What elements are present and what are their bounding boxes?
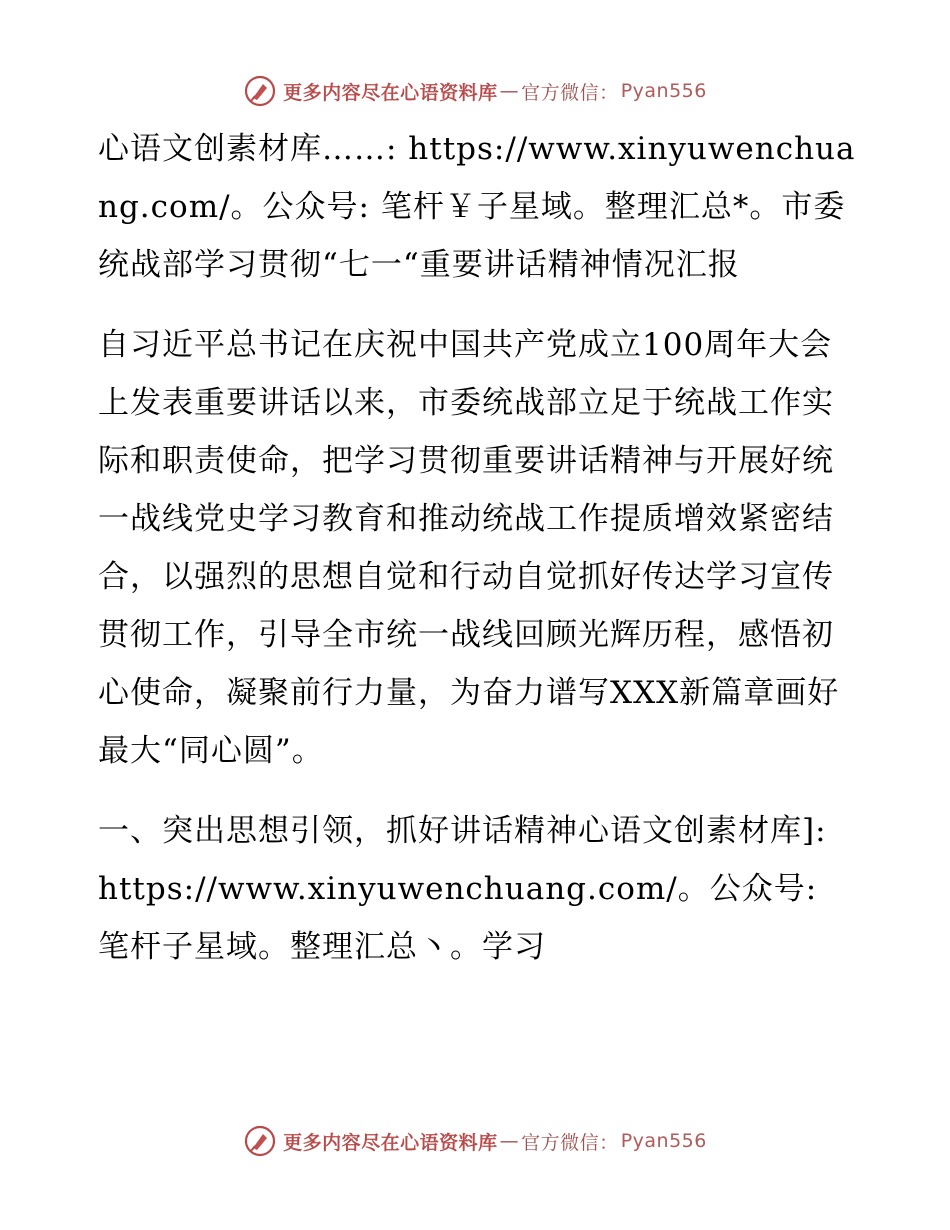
paragraph-intro: 自习近平总书记在庆祝中国共产党成立100周年大会上发表重要讲话以来，市委统战部立足于统战工作实际和职责使命，把学习贯彻重要讲话精神与开展好统一战线党史学习教育和推动统战工作提质增效紧密结合，以强烈的思想自觉和行动自觉抓好传达学习宣传贯彻工作，引导全市统一战线回顾光辉历程，感悟初心使命，凝聚前行力量，为奋力谱写XXX新篇章画好最大“同心圆”。 <box>98 327 840 769</box>
watermark-main-text: 更多内容尽在心语资料库 <box>283 81 498 104</box>
paragraph-title: 心语文创素材库……: https://www.xinyuwenchuang.com/。公众号: 笔杆￥子星域。整理汇总*。市委统战部学习贯彻“七一“重要讲话精神情况汇报 <box>98 131 856 283</box>
document-body <box>98 120 858 998</box>
watermark-footer <box>0 1121 950 1161</box>
watermark-handle: Pyan556 <box>620 80 707 102</box>
watermark-official-label: 官方微信： <box>521 1131 619 1154</box>
watermark-main-text: 更多内容尽在心语资料库 <box>283 1131 498 1154</box>
watermark-handle: Pyan556 <box>620 1130 707 1152</box>
watermark-separator: — <box>499 1130 520 1152</box>
watermark-header <box>0 71 950 111</box>
watermark-official-label: 官方微信： <box>521 81 619 104</box>
paragraph-section-one: 一、突出思想引领，抓好讲话精神心语文创素材库]: https://www.xinyuwenchuang.com/。公众号: 笔杆子星域。整理汇总丶。学习 <box>98 813 827 965</box>
pen-nib-circle-icon <box>243 1124 277 1158</box>
watermark-separator: — <box>499 80 520 102</box>
pen-nib-circle-icon <box>243 74 277 108</box>
